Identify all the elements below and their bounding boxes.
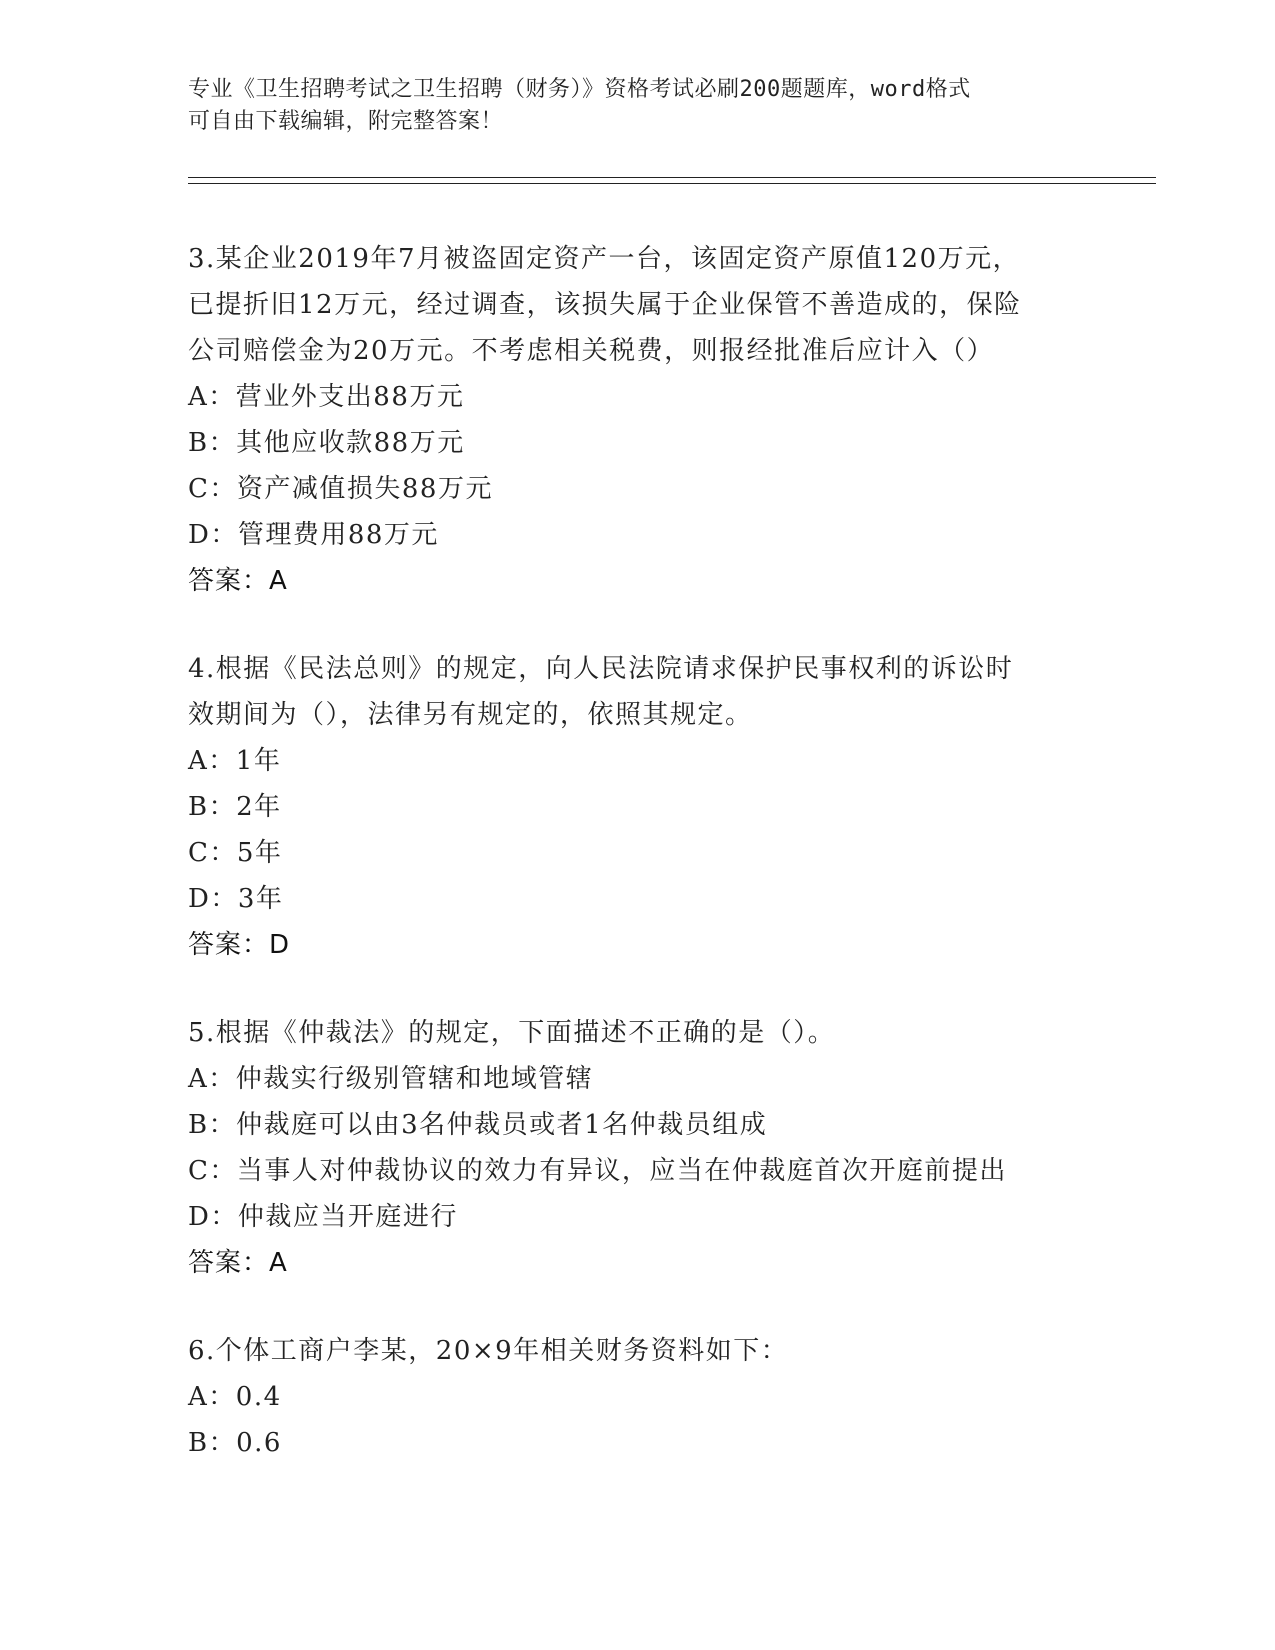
question-stem-line: 3.某企业2019年7月被盗固定资产一台，该固定资产原值120万元， [188,244,1021,274]
option-c: C：5年 [188,838,283,868]
question-stem-line: 效期间为（），法律另有规定的，依照其规定。 [188,700,753,730]
option-d: D：仲裁应当开庭进行 [188,1202,458,1232]
header-line-1: 专业《卫生招聘考试之卫生招聘（财务）》资格考试必刷200题题库，word格式 [188,77,971,102]
question-6 [188,1328,1088,1466]
answer-label: 答案：A [188,566,288,596]
option-c: C：当事人对仲裁协议的效力有异议，应当在仲裁庭首次开庭前提出 [188,1156,1007,1186]
header-divider-bottom [188,183,1156,184]
question-list [188,236,1088,1508]
option-c: C：资产减值损失88万元 [188,474,493,504]
answer-label: 答案：A [188,1248,288,1278]
question-stem-line: 6.个体工商户李某，20×9年相关财务资料如下： [188,1336,789,1366]
question-stem-line: 4.根据《民法总则》的规定，向人民法院请求保护民事权利的诉讼时 [188,654,1014,684]
question-4 [188,646,1088,968]
question-stem-line: 5.根据《仲裁法》的规定，下面描述不正确的是（）。 [188,1018,836,1048]
answer-label: 答案：D [188,930,291,960]
question-5 [188,1010,1088,1286]
question-stem-line: 公司赔偿金为20万元。不考虑相关税费，则报经批准后应计入（） [188,336,995,366]
document-header [188,74,1088,138]
option-a: A：0.4 [188,1382,282,1412]
question-3 [188,236,1088,604]
header-divider-top [188,177,1156,178]
header-line-2: 可自由下载编辑，附完整答案！ [188,109,504,134]
option-d: D：管理费用88万元 [188,520,439,550]
option-b: B：2年 [188,792,282,822]
question-stem-line: 已提折旧12万元，经过调查，该损失属于企业保管不善造成的，保险 [188,290,1022,320]
option-d: D：3年 [188,884,284,914]
option-b: B：其他应收款88万元 [188,428,465,458]
option-a: A：营业外支出88万元 [188,382,465,412]
option-a: A：仲裁实行级别管辖和地域管辖 [188,1064,594,1094]
option-b: B：0.6 [188,1428,282,1458]
option-b: B：仲裁庭可以由3名仲裁员或者1名仲裁员组成 [188,1110,768,1140]
option-a: A：1年 [188,746,282,776]
